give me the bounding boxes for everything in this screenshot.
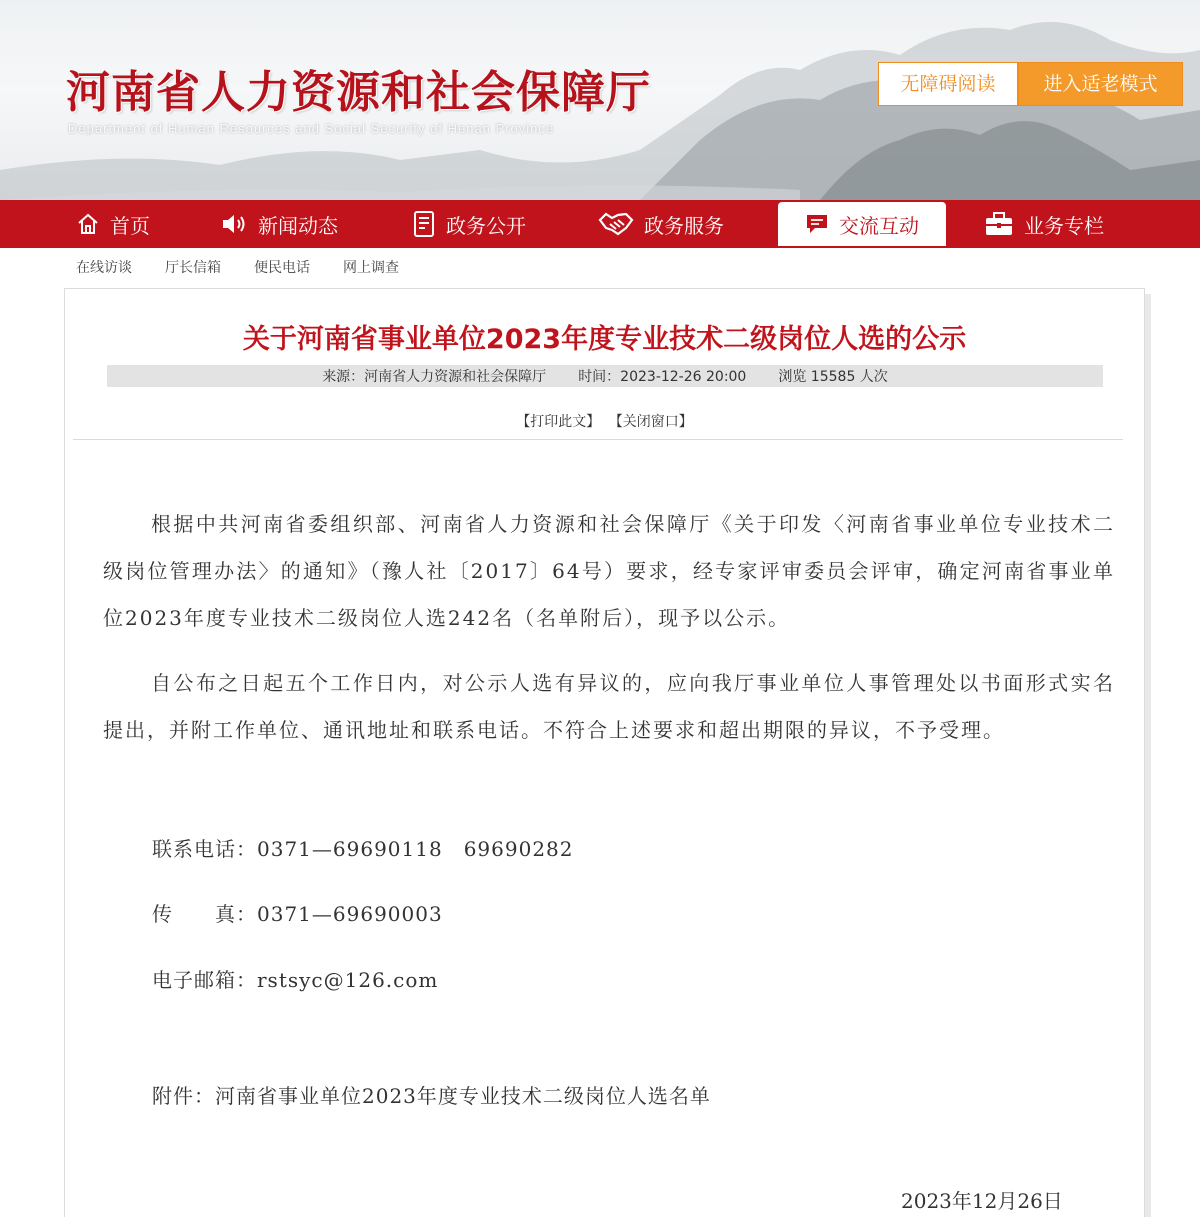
nav-item-business[interactable] [984, 200, 1104, 248]
elder-mode-button[interactable]: 进入适老模式 [1018, 62, 1183, 106]
article-panel [64, 288, 1145, 1217]
nav-item-label: 业务专栏 [1024, 213, 1104, 238]
article-views: 浏览 15585 人次 [778, 369, 888, 385]
briefcase-icon [984, 211, 1014, 237]
nav-item-gov-service[interactable] [598, 200, 724, 248]
article-source: 来源：河南省人力资源和社会保障厅 [322, 369, 547, 385]
site-subtitle: Department of Human Resources and Social Security of Henan Province [68, 121, 555, 136]
subnav-item-online-interview[interactable]: 在线访谈 [76, 260, 132, 276]
document-icon [412, 210, 436, 238]
contact-phone: 联系电话：0371—69690118 69690282 [152, 837, 574, 861]
nav-item-label: 交流互动 [839, 213, 919, 238]
main-nav [0, 200, 1200, 248]
nav-item-interaction[interactable] [778, 202, 946, 246]
nav-item-label: 政务服务 [644, 213, 724, 238]
article-paragraph: 自公布之日起五个工作日内，对公示人选有异议的，应向我厅事业单位人事管理处以书面形式实名提出，并附工作单位、通讯地址和联系电话。不符合上述要求和超出期限的异议，不予受理。 [103, 671, 1115, 742]
contact-fax: 传 真：0371—69690003 [152, 902, 443, 926]
home-icon [76, 212, 100, 236]
attachment-link[interactable]: 附件：河南省事业单位2023年度专业技术二级岗位人选名单 [152, 1084, 711, 1108]
sub-nav [76, 257, 432, 277]
subnav-item-online-survey[interactable]: 网上调查 [343, 260, 399, 276]
article-paragraph: 根据中共河南省委组织部、河南省人力资源和社会保障厅《关于印发〈河南省事业单位专业技术二级岗位管理办法〉的通知》（豫人社〔2017〕64号）要求，经专家评审委员会评审，确定河南省事业单位2023年度专业技术二级岗位人选242名（名单附后），现予以公示。 [103, 512, 1115, 630]
subnav-item-public-phone[interactable]: 便民电话 [254, 260, 310, 276]
close-window-link[interactable]: 【关闭窗口】 [608, 414, 693, 430]
accessibility-reading-button[interactable]: 无障碍阅读 [878, 62, 1018, 106]
nav-item-home[interactable] [76, 200, 150, 248]
nav-item-label: 新闻动态 [258, 213, 338, 238]
print-link[interactable]: 【打印此文】 [516, 414, 601, 430]
nav-item-news[interactable] [220, 200, 338, 248]
site-header [0, 0, 1200, 200]
divider [73, 439, 1123, 440]
site-title: 河南省人力资源和社会保障厅 [66, 67, 651, 118]
article-tools [65, 411, 1144, 431]
article-body [103, 501, 1115, 754]
nav-item-label: 政务公开 [446, 213, 526, 238]
chat-icon [805, 213, 829, 235]
nav-item-label: 首页 [110, 213, 150, 238]
article-time: 时间：2023-12-26 20:00 [578, 369, 747, 385]
publish-date: 2023年12月26日 [901, 1189, 1063, 1213]
handshake-icon [598, 210, 634, 238]
speaker-icon [220, 212, 248, 236]
contact-email: 电子邮箱：rstsyc@126.com [152, 968, 439, 992]
subnav-item-director-mailbox[interactable]: 厅长信箱 [165, 260, 221, 276]
nav-item-gov-info[interactable] [412, 200, 526, 248]
article-meta [107, 365, 1103, 387]
article-title: 关于河南省事业单位2023年度专业技术二级岗位人选的公示 [242, 324, 967, 355]
